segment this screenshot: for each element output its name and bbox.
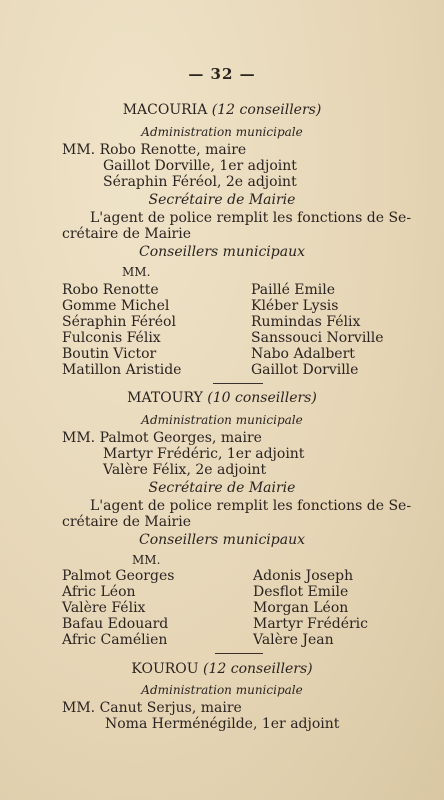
official-line: MM. Palmot Georges, maire [62, 430, 262, 446]
secretary-heading: Secrétaire de Mairie [148, 480, 296, 496]
mm-label: MM. [122, 265, 151, 279]
council-name: Kléber Lysis [251, 298, 339, 314]
official-line: Séraphin Féréol, 2e adjoint [103, 174, 297, 190]
council-name: Sanssouci Norville [251, 330, 384, 346]
councillor-count: (12 conseillers) [203, 661, 313, 677]
commune-heading-matoury [0, 390, 444, 406]
commune-name: MACOURIA [122, 102, 208, 118]
admin-heading: Administration municipale [141, 413, 303, 427]
secretary-text: crétaire de Mairie [62, 226, 192, 242]
council-name: Valère Félix [62, 600, 146, 616]
secretary-text: L'agent de police remplit les fonctions de Se- [90, 210, 412, 226]
council-name: Robo Renotte [62, 282, 159, 298]
council-name: Paillé Emile [251, 282, 336, 298]
councillor-count: (10 conseillers) [207, 390, 317, 406]
secretary-heading: Secrétaire de Mairie [148, 192, 296, 208]
official-line: MM. Robo Renotte, maire [62, 142, 247, 158]
commune-heading-kourou [0, 661, 444, 677]
council-name: Palmot Georges [62, 568, 175, 584]
council-name: Afric Léon [62, 584, 136, 600]
official-line: Noma Herménégilde, 1er adjoint [105, 716, 340, 732]
secretary-text: L'agent de police remplit les fonctions de Se- [90, 498, 412, 514]
council-name: Fulconis Félix [62, 330, 161, 346]
mm-label: MM. [132, 553, 161, 567]
council-name: Valère Jean [253, 632, 334, 648]
council-name: Afric Camélien [62, 632, 168, 648]
council-name: Nabo Adalbert [251, 346, 355, 362]
council-name: Morgan Léon [253, 600, 349, 616]
council-name: Séraphin Féréol [62, 314, 176, 330]
official-line: Gaillot Dorville, 1er adjoint [103, 158, 297, 174]
council-name: Matillon Aristide [62, 362, 182, 378]
council-name: Desflot Emile [253, 584, 349, 600]
section-divider [213, 383, 263, 384]
council-heading: Conseillers municipaux [139, 244, 305, 260]
page-number: — 32 — [188, 65, 256, 83]
section-divider [215, 653, 263, 654]
commune-name: KOUROU [131, 661, 199, 677]
admin-heading: Administration municipale [141, 125, 303, 139]
council-name: Martyr Frédéric [253, 616, 369, 632]
council-name: Boutin Victor [62, 346, 157, 362]
admin-heading: Administration municipale [141, 683, 303, 697]
council-name: Gaillot Dorville [251, 362, 359, 378]
council-name: Bafau Edouard [62, 616, 169, 632]
council-name: Adonis Joseph [253, 568, 354, 584]
council-name: Rumindas Félix [251, 314, 361, 330]
official-line: MM. Canut Serjus, maire [62, 700, 242, 716]
commune-heading-macouria [0, 102, 444, 118]
council-heading: Conseillers municipaux [139, 532, 305, 548]
secretary-text: crétaire de Mairie [62, 514, 192, 530]
official-line: Martyr Frédéric, 1er adjoint [103, 446, 305, 462]
commune-name: MATOURY [127, 390, 203, 406]
councillor-count: (12 conseillers) [211, 102, 322, 118]
official-line: Valère Félix, 2e adjoint [103, 462, 267, 478]
council-name: Gomme Michel [62, 298, 170, 314]
